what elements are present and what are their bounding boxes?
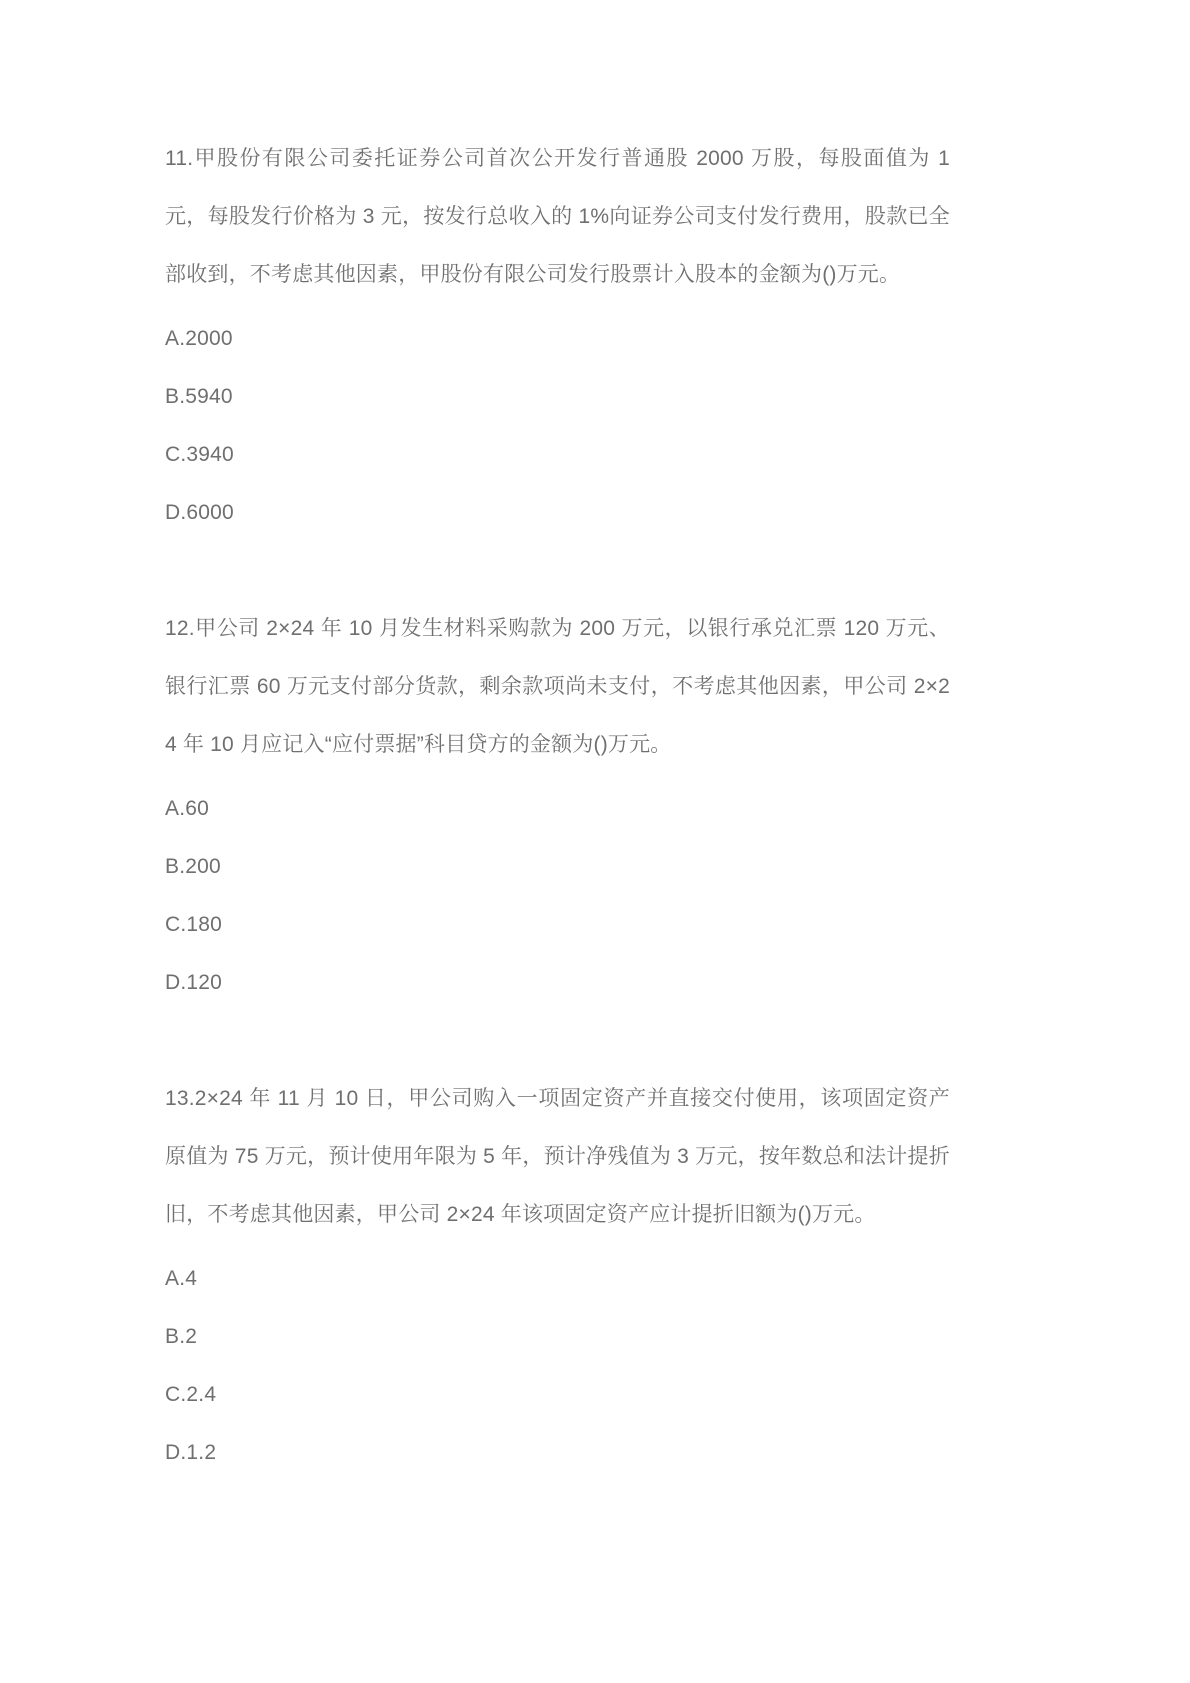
option-c[interactable]: C.3940 [165, 443, 234, 466]
question-block-11 [165, 130, 950, 542]
question-separator [165, 1048, 950, 1070]
option-list [165, 1250, 950, 1482]
question-stem: 12.甲公司 2×24 年 10 月发生材料采购款为 200 万元，以银行承兑汇票 120 万元、银行汇票 60 万元支付部分货款，剩余款项尚未支付，不考虑其他因素，甲公司 2×24 年 10 月应记入“应付票据”科目贷方的金额为()万元。 [165, 617, 950, 756]
question-block-13 [165, 1070, 950, 1482]
option-d[interactable]: D.1.2 [165, 1441, 217, 1464]
question-block-12 [165, 600, 950, 1012]
option-list [165, 780, 950, 1012]
option-b[interactable]: B.5940 [165, 385, 233, 408]
option-b[interactable]: B.200 [165, 855, 221, 878]
option-c[interactable]: C.2.4 [165, 1383, 217, 1406]
question-stem: 11.甲股份有限公司委托证券公司首次公开发行普通股 2000 万股，每股面值为 1 元，每股发行价格为 3 元，按发行总收入的 1%向证券公司支付发行费用，股款已全部收到，不考虑其他因素，甲股份有限公司发行股票计入股本的金额为()万元。 [165, 147, 950, 286]
option-d[interactable]: D.6000 [165, 501, 234, 524]
option-a[interactable]: A.2000 [165, 327, 233, 350]
question-separator [165, 578, 950, 600]
option-list [165, 310, 950, 542]
question-stem: 13.2×24 年 11 月 10 日，甲公司购入一项固定资产并直接交付使用，该项固定资产原值为 75 万元，预计使用年限为 5 年，预计净残值为 3 万元，按年数总和法计提折旧，不考虑其他因素，甲公司 2×24 年该项固定资产应计提折旧额为()万元。 [165, 1087, 950, 1226]
option-c[interactable]: C.180 [165, 913, 223, 936]
option-d[interactable]: D.120 [165, 971, 223, 994]
option-b[interactable]: B.2 [165, 1325, 198, 1348]
option-a[interactable]: A.60 [165, 797, 209, 820]
option-a[interactable]: A.4 [165, 1267, 198, 1290]
